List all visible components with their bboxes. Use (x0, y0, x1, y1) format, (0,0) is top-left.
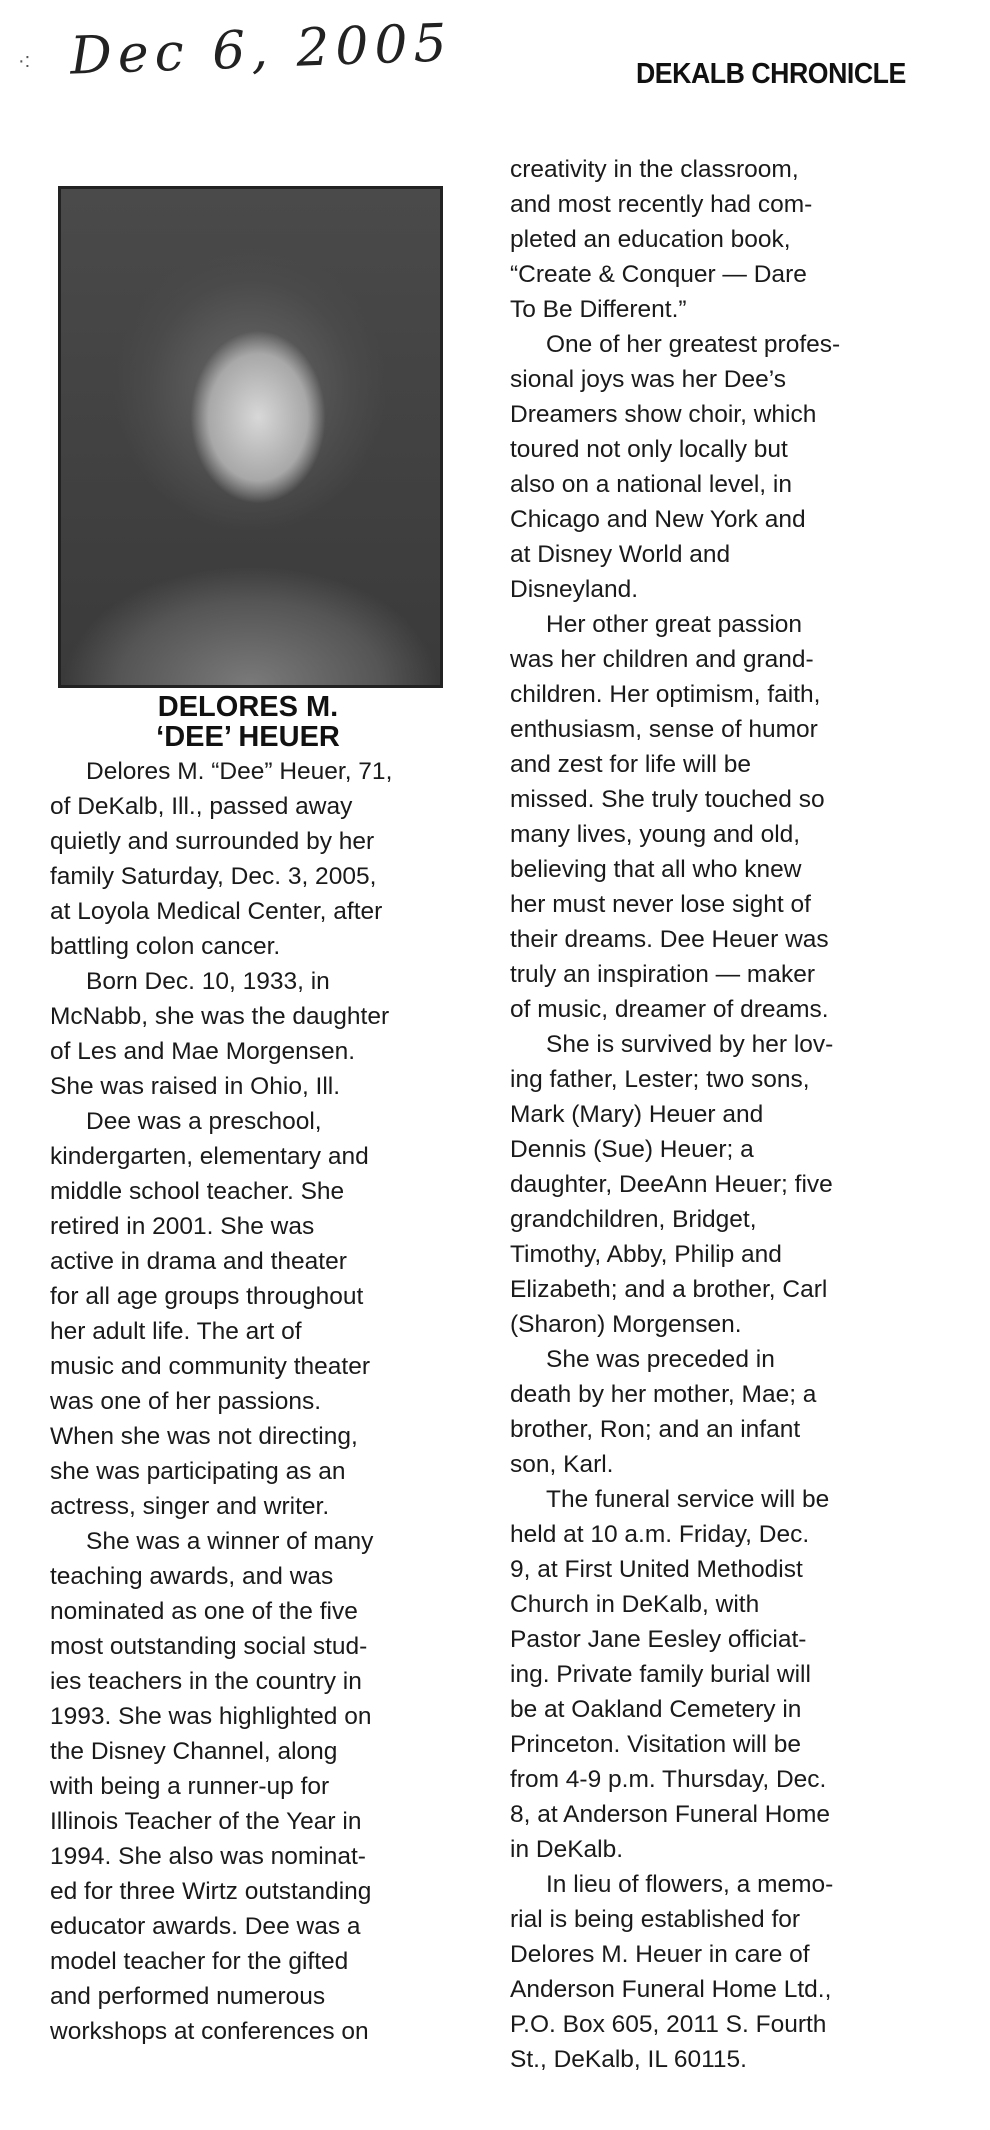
text-line: brother, Ron; and an infant (510, 1416, 801, 1443)
text-line: One of her greatest profes- (546, 331, 841, 358)
text-line: at Loyola Medical Center, after (50, 898, 383, 925)
text-line: Anderson Funeral Home Ltd., (510, 1976, 832, 2003)
title-line-2: ‘DEE’ HEUER (156, 721, 340, 753)
text-line: Born Dec. 10, 1933, in (86, 968, 330, 995)
text-line: rial is being established for (510, 1906, 801, 1933)
text-line: her adult life. The art of (50, 1318, 302, 1345)
text-line: Chicago and New York and (510, 506, 806, 533)
text-line: she was participating as an (50, 1458, 346, 1485)
text-line: middle school teacher. She (50, 1178, 345, 1205)
text-line: ing father, Lester; two sons, (510, 1066, 810, 1093)
text-line: active in drama and theater (50, 1248, 347, 1275)
text-line: retired in 2001. She was (50, 1213, 315, 1240)
text-line: 1993. She was highlighted on (50, 1703, 372, 1730)
text-line: from 4-9 p.m. Thursday, Dec. (510, 1766, 827, 1793)
text-line: “Create & Conquer — Dare (510, 261, 807, 288)
text-line: missed. She truly touched so (510, 786, 825, 813)
text-line: Dennis (Sue) Heuer; a (510, 1136, 754, 1163)
text-line: Illinois Teacher of the Year in (50, 1808, 362, 1835)
text-line: ing. Private family burial will (510, 1661, 811, 1688)
text-line: In lieu of flowers, a memo- (546, 1871, 834, 1898)
text-line: truly an inspiration — maker (510, 961, 816, 988)
text-line: creativity in the classroom, (510, 156, 799, 183)
text-line: daughter, DeeAnn Heuer; five (510, 1171, 833, 1198)
text-line: Mark (Mary) Heuer and (510, 1101, 764, 1128)
text-line: the Disney Channel, along (50, 1738, 338, 1765)
handwritten-date: Dec 6, 2005 (69, 13, 454, 87)
text-line: at Disney World and (510, 541, 731, 568)
left-column (50, 754, 392, 2049)
text-line: 8, at Anderson Funeral Home (510, 1801, 831, 1828)
text-line: She was preceded in (546, 1346, 775, 1373)
text-line: Disneyland. (510, 576, 639, 603)
text-line: ies teachers in the country in (50, 1668, 362, 1695)
text-line: enthusiasm, sense of humor (510, 716, 818, 743)
text-line: Delores M. “Dee” Heuer, 71, (86, 758, 393, 785)
text-line: 9, at First United Methodist (510, 1556, 803, 1583)
text-line: quietly and surrounded by her (50, 828, 375, 855)
text-line: P.O. Box 605, 2011 S. Fourth (510, 2011, 827, 2038)
text-line: her must never lose sight of (510, 891, 811, 918)
text-line: children. Her optimism, faith, (510, 681, 821, 708)
text-line: was one of her passions. (50, 1388, 322, 1415)
text-line: 1994. She also was nominat- (50, 1843, 366, 1870)
text-line: most outstanding social stud- (50, 1633, 368, 1660)
text-line: Timothy, Abby, Philip and (510, 1241, 782, 1268)
text-line: for all age groups throughout (50, 1283, 364, 1310)
text-line: Elizabeth; and a brother, Carl (510, 1276, 828, 1303)
text-line: of DeKalb, Ill., passed away (50, 793, 353, 820)
text-line: Delores M. Heuer in care of (510, 1941, 810, 1968)
text-line: She was a winner of many (86, 1528, 374, 1555)
text-line: pleted an education book, (510, 226, 791, 253)
text-line: sional joys was her Dee’s (510, 366, 786, 393)
text-line: educator awards. Dee was a (50, 1913, 361, 1940)
text-line: ed for three Wirtz outstanding (50, 1878, 372, 1905)
text-line: grandchildren, Bridget, (510, 1206, 757, 1233)
text-line: and performed numerous (50, 1983, 326, 2010)
obituary-title (48, 692, 448, 752)
text-line: was her children and grand- (510, 646, 814, 673)
text-line: in DeKalb. (510, 1836, 624, 1863)
text-line: many lives, young and old, (510, 821, 801, 848)
text-line: Church in DeKalb, with (510, 1591, 760, 1618)
text-line: of Les and Mae Morgensen. (50, 1038, 356, 1065)
text-line: be at Oakland Cemetery in (510, 1696, 802, 1723)
text-line: teaching awards, and was (50, 1563, 334, 1590)
title-line-1: DELORES M. (157, 691, 339, 723)
text-line: Dee was a preschool, (86, 1108, 322, 1135)
text-line: St., DeKalb, IL 60115. (510, 2046, 747, 2073)
text-line: their dreams. Dee Heuer was (510, 926, 829, 953)
text-line: workshops at conferences on (50, 2018, 369, 2045)
text-line: She is survived by her lov- (546, 1031, 834, 1058)
text-line: Princeton. Visitation will be (510, 1731, 801, 1758)
text-line: and most recently had com- (510, 191, 813, 218)
text-line: (Sharon) Morgensen. (510, 1311, 742, 1338)
text-line: also on a national level, in (510, 471, 792, 498)
text-line: battling colon cancer. (50, 933, 281, 960)
text-line: kindergarten, elementary and (50, 1143, 369, 1170)
text-line: When she was not directing, (50, 1423, 358, 1450)
text-line: Her other great passion (546, 611, 803, 638)
text-line: Pastor Jane Eesley officiat- (510, 1626, 807, 1653)
text-line: toured not only locally but (510, 436, 788, 463)
text-line: To Be Different.” (510, 296, 687, 323)
text-line: of music, dreamer of dreams. (510, 996, 829, 1023)
text-line: nominated as one of the five (50, 1598, 358, 1625)
text-line: held at 10 a.m. Friday, Dec. (510, 1521, 810, 1548)
portrait-photo (58, 186, 443, 688)
text-line: with being a runner-up for (50, 1773, 330, 1800)
text-line: believing that all who knew (510, 856, 802, 883)
text-line: and zest for life will be (510, 751, 752, 778)
text-line: The funeral service will be (546, 1486, 830, 1513)
text-line: family Saturday, Dec. 3, 2005, (50, 863, 377, 890)
text-line: She was raised in Ohio, Ill. (50, 1073, 341, 1100)
text-line: Dreamers show choir, which (510, 401, 817, 428)
scan-specks: ·: (18, 50, 31, 72)
text-line: McNabb, she was the daughter (50, 1003, 390, 1030)
publication-name: DEKALB CHRONICLE (636, 58, 906, 90)
text-line: model teacher for the gifted (50, 1948, 349, 1975)
text-line: music and community theater (50, 1353, 370, 1380)
text-line: death by her mother, Mae; a (510, 1381, 817, 1408)
text-line: son, Karl. (510, 1451, 614, 1478)
right-column (510, 152, 840, 2077)
text-line: actress, singer and writer. (50, 1493, 330, 1520)
